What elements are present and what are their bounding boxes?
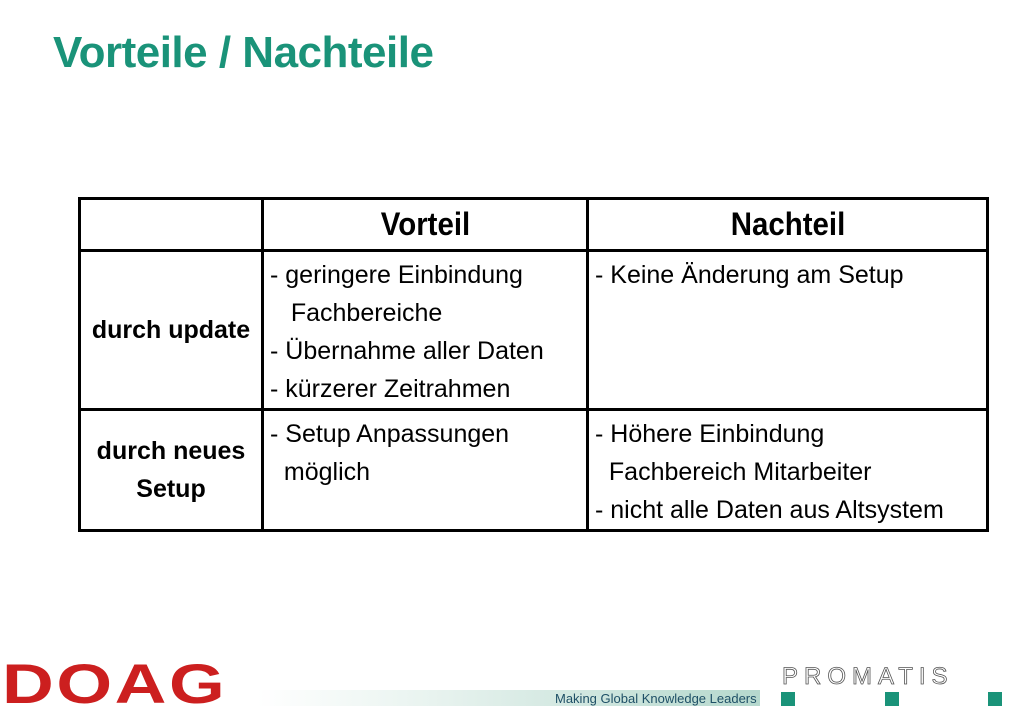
header-nachteil: Nachteil: [604, 199, 972, 251]
row-label-neues-setup: [80, 410, 263, 531]
cell-line: - geringere Einbindung: [270, 261, 523, 289]
table-row: [80, 251, 988, 410]
cell-line: Fachbereich Mitarbeiter: [595, 458, 872, 486]
cell-update-vorteil: [263, 251, 588, 410]
cell-line: Fachbereiche: [270, 299, 443, 327]
footer-tagline: Making Global Knowledge Leaders: [555, 691, 757, 706]
promatis-square-icon: [988, 692, 1002, 706]
row-label-line: Setup: [136, 475, 206, 503]
header-empty-cell: [80, 199, 263, 251]
cell-line: - kürzerer Zeitrahmen: [270, 375, 511, 403]
cell-setup-nachteil: [588, 410, 988, 531]
cell-line: - Übernahme aller Daten: [270, 337, 544, 365]
cell-line: - Setup Anpassungen: [270, 420, 510, 448]
promatis-square-icon: [885, 692, 899, 706]
cell-line: - Höhere Einbindung: [595, 420, 825, 448]
doag-logo: DOAG: [2, 652, 228, 715]
table-header-row: [80, 199, 988, 251]
comparison-table: [78, 197, 989, 532]
promatis-logo: PROMATIS: [782, 663, 954, 690]
cell-setup-vorteil: [263, 410, 588, 531]
slide-title: Vorteile / Nachteile: [53, 28, 434, 77]
cell-line: möglich: [270, 458, 371, 486]
row-label-line: durch neues: [96, 437, 246, 465]
row-label-update: durch update: [80, 251, 263, 410]
cell-line: - nicht alle Daten aus Altsystem: [595, 496, 944, 524]
table-row: [80, 410, 988, 531]
header-vorteil: Vorteil: [276, 199, 575, 251]
cell-update-nachteil: [588, 251, 988, 410]
promatis-square-icon: [781, 692, 795, 706]
cell-line: - Keine Änderung am Setup: [595, 261, 904, 289]
